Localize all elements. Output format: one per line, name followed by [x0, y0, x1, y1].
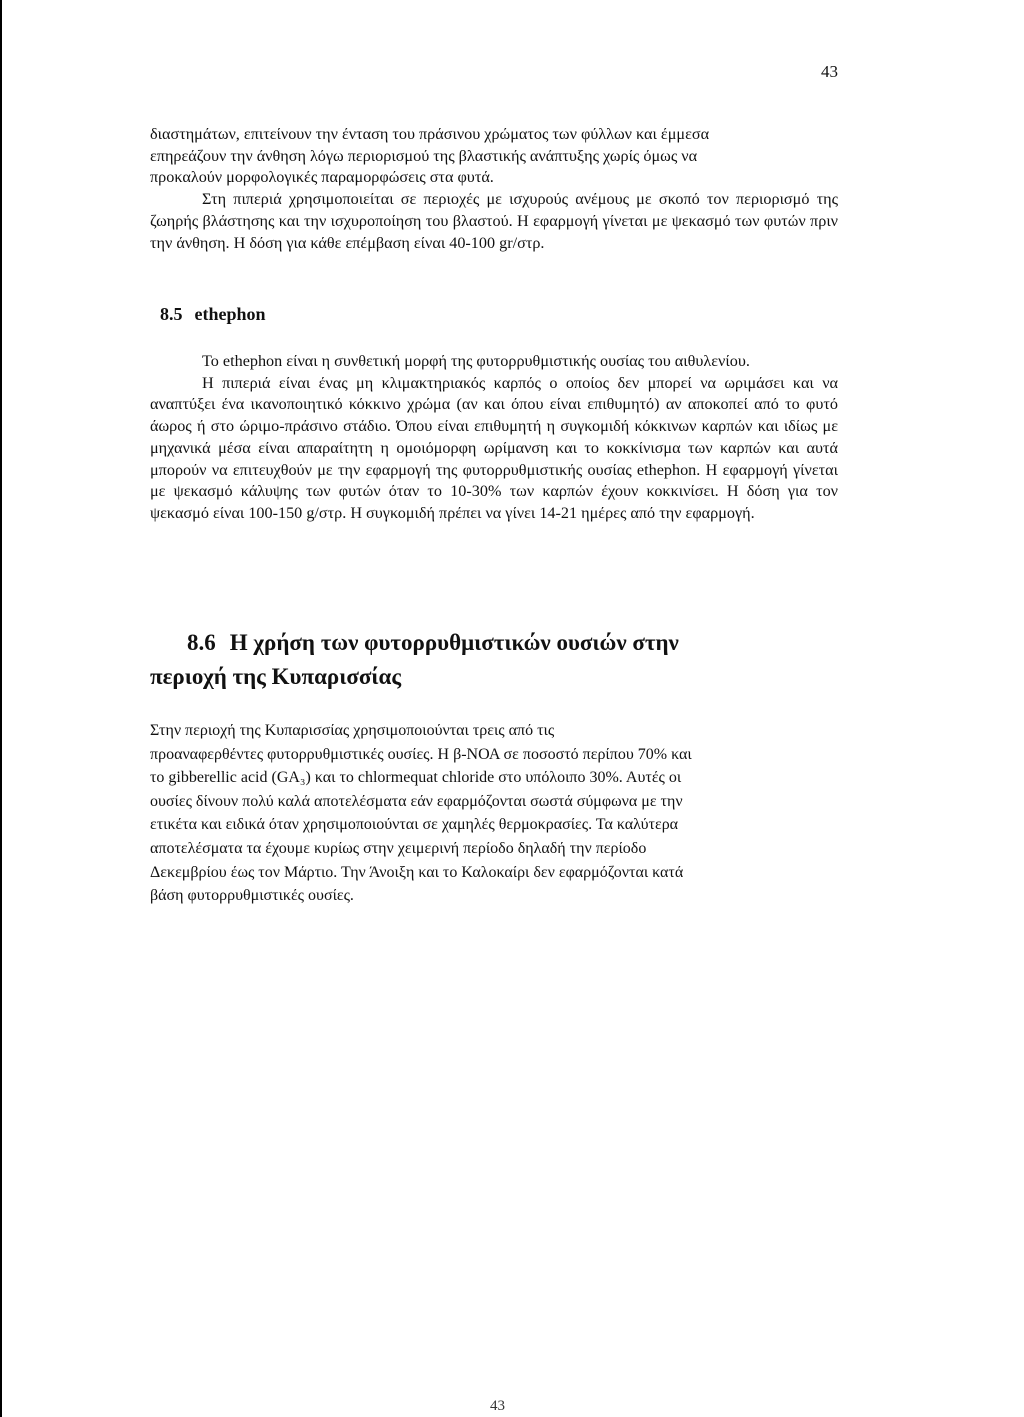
section-heading-8-6	[150, 626, 850, 694]
section-title-line1: Η χρήση των φυτορρυθμιστικών ουσιών στην	[229, 630, 679, 655]
section-title-line2: περιοχή της Κυπαρισσίας	[150, 664, 402, 689]
paragraph-ethephon-def: Το ethephon είναι η συνθετική μορφή της φυτορρυθμιστικής ουσίας του αιθυλενίου.	[202, 352, 750, 370]
paragraph-line: βάση φυτορρυθμιστικές ουσίες.	[150, 887, 354, 905]
page-number-top: 43	[821, 62, 838, 81]
paragraph-line: αποτελέσματα τα έχουμε κυρίως στην χειμερινή περίοδο δηλαδή την περίοδο	[150, 839, 647, 857]
paragraph-line: ουσίες δίνουν πολύ καλά αποτελέσματα εάν εφαρμόζονται σωστά σύμφωνα με την	[150, 792, 683, 810]
page-number-bottom: 43	[490, 1398, 505, 1414]
paragraph-pepper-wind: Στη πιπεριά χρησιμοποιείται σε περιοχές με ισχυρούς ανέμους με σκοπό τον περιορισμό της ζωηρής βλάστησης και την ισχυροποίηση του βλαστού. Η εφαρμογή γίνεται με ψεκασμό των φυτών πριν την άνθηση. Η δόση για κάθε επέμβαση είναι 40-100 gr/στρ.	[150, 190, 838, 252]
paragraph-line: ετικέτα και ειδικά όταν χρησιμοποιούνται σε χαμηλές θερμοκρασίες. Τα καλύτερα	[150, 816, 679, 834]
paragraph-line: το gibberellic acid (GA₃) και το chlormequat chloride στο υπόλοιπο 30%. Αυτές οι	[150, 769, 682, 787]
paragraph-ethephon-use: Η πιπεριά είναι ένας μη κλιμακτηριακός καρπός ο οποίος δεν μπορεί να ωριμάσει και να αναπτύξει ένα ικανοποιητικό κόκκινο χρώμα (αν και όπου είναι επιθυμητό) αν αποκοπεί από το φυτό άωρος ή στο ώριμο-πράσινο στάδιο. Όπου είναι επιθυμητή η συγκομιδή κόκκινων καρπών και ιδίως με μηχανικά μέσα είναι απαραίτητη η ομοιόμορφη ωρίμανση και το κοκκίνισμα των καρπών και αυτά μπορούν να επιτευχθούν με την εφαρμογή της φυτορρυθμιστικής ουσίας ethephon. Η εφαρμογή γίνεται με ψεκασμό κάλυψης των φυτών όταν το 10-30% των καρπών έχουν κοκκινίσει. Η δόση για τον ψεκασμό είναι 100-150 g/στρ. Η συγκομιδή πρέπει να γίνει 14-21 ημέρες από την εφαρμογή.	[150, 373, 838, 522]
paragraph-line: προκαλούν μορφολογικές παραμορφώσεις στα φυτά.	[150, 168, 494, 187]
section-number: 8.6	[187, 630, 216, 655]
paragraph-line: διαστημάτων, επιτείνουν την ένταση του πράσινου χρώματος των φύλλων και έμμεσα	[150, 125, 710, 143]
intro-text-block	[150, 124, 838, 254]
paragraph-line: προαναφερθέντες φυτορρυθμιστικές ουσίες. Η β-ΝΟΑ σε ποσοστό περίπου 70% και	[150, 745, 692, 763]
paragraph-line: Δεκεμβρίου έως τον Μάρτιο. Την Άνοιξη και το Καλοκαίρι δεν εφαρμόζονται κατά	[150, 863, 684, 881]
kyparissia-text-block	[150, 719, 850, 908]
paragraph-line: Στην περιοχή της Κυπαρισσίας χρησιμοποιούνται τρεις από τις	[150, 722, 555, 739]
section-heading-8-5	[160, 304, 266, 325]
scan-edge	[0, 0, 2, 1417]
paragraph-line: επηρεάζουν την άνθηση λόγω περιορισμού της βλαστικής ανάπτυξης χωρίς όμως να	[150, 146, 698, 165]
section-number: 8.5	[160, 304, 183, 324]
ethephon-text-block	[150, 351, 838, 525]
section-title: ethephon	[194, 304, 266, 324]
